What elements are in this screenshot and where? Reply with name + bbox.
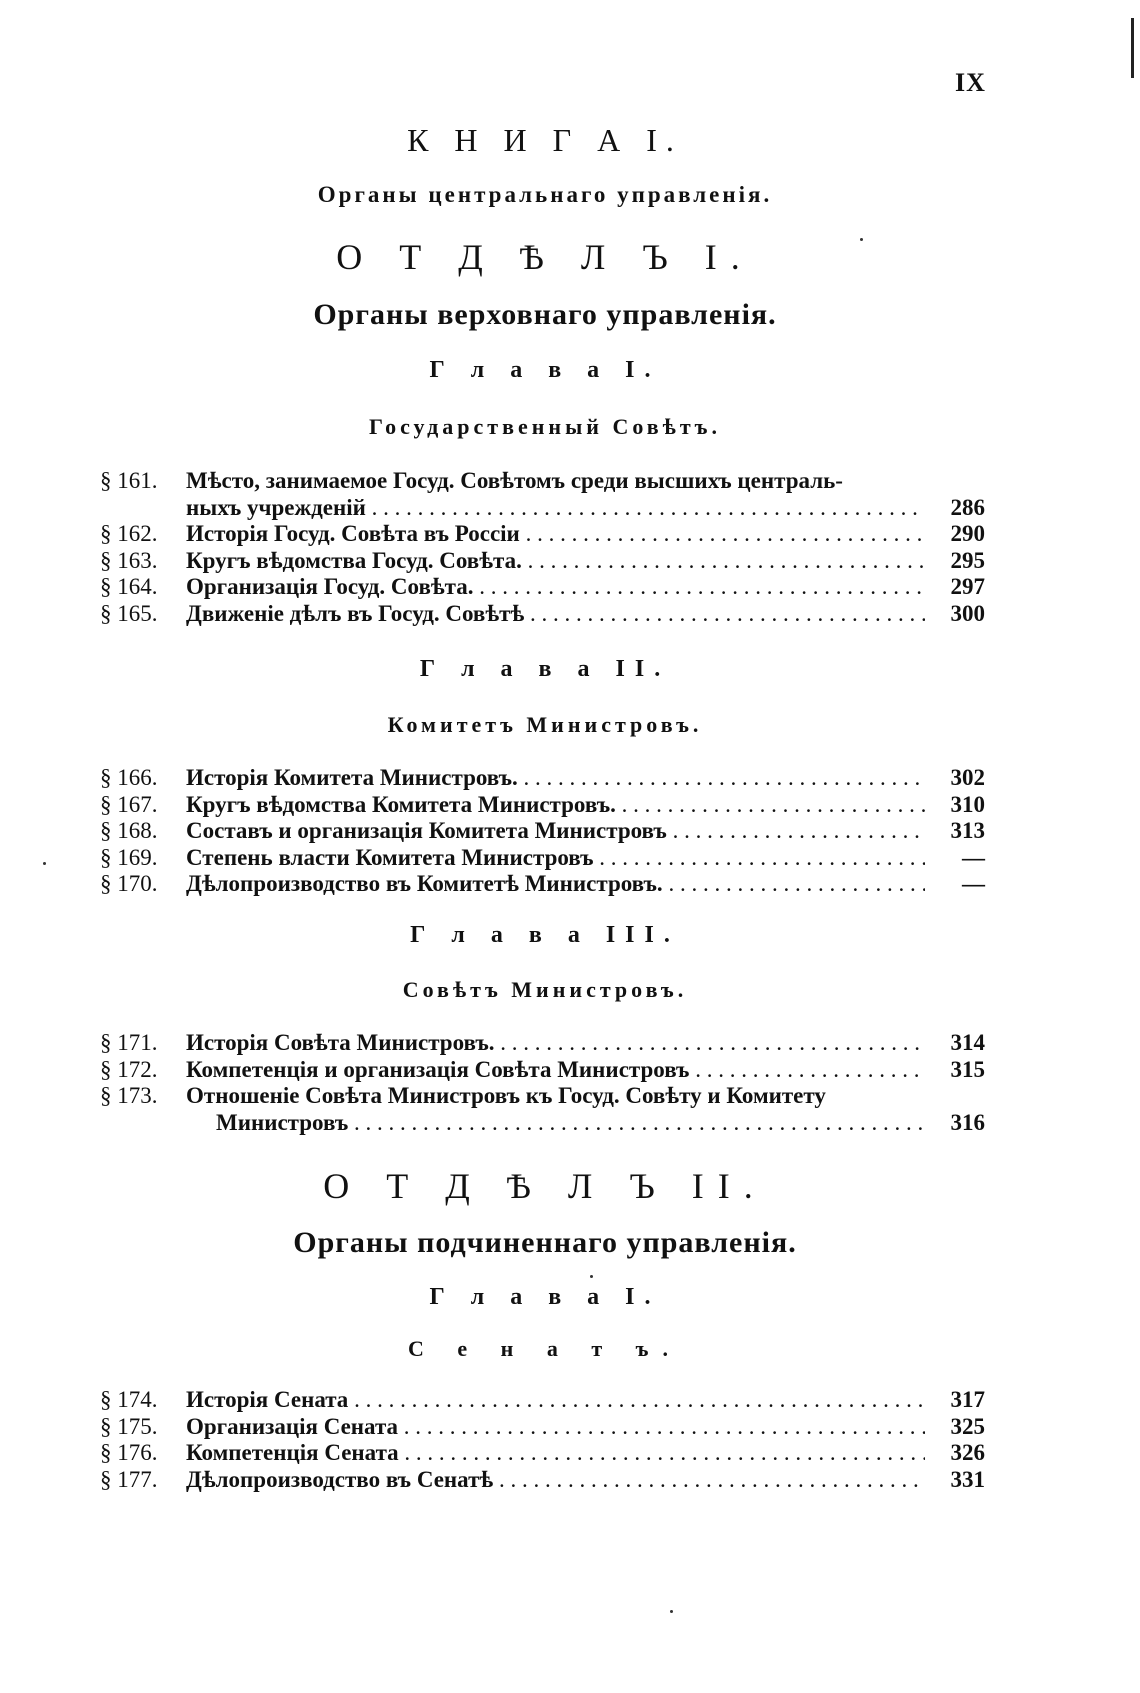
chapter-subtitle: С е н а т ъ.	[408, 1336, 682, 1361]
toc-list	[100, 1387, 985, 1493]
toc-entry[interactable]	[100, 1057, 985, 1084]
section-number: § 163.	[100, 547, 158, 573]
entry-title: Исторія Сената . . .	[186, 1387, 925, 1414]
section-number: § 173.	[100, 1083, 158, 1108]
section-number: § 170.	[100, 871, 158, 896]
section-number: § 162.	[100, 521, 158, 546]
book-title: К Н И Г А I.	[407, 122, 683, 158]
chapter-subtitle: Государственный Совѣтъ.	[369, 414, 721, 439]
toc-list	[100, 1030, 985, 1136]
chapter-heading: Г л а в а I.	[429, 357, 661, 383]
section-number: § 167.	[100, 791, 158, 817]
page-reference: 310	[950, 791, 985, 817]
section-number: § 171.	[100, 1030, 158, 1055]
section-number: § 177.	[100, 1466, 158, 1492]
toc-entry[interactable]	[100, 468, 985, 521]
page-reference: —	[962, 844, 985, 870]
section-number: § 176.	[100, 1440, 158, 1465]
entry-title: Отношеніе Совѣта Министровъ къ Госуд. Совѣту и Комитету	[186, 1083, 826, 1108]
page-reference: 295	[950, 547, 985, 573]
section-number: § 174.	[100, 1387, 158, 1412]
section-number: § 164.	[100, 574, 158, 599]
toc-entry[interactable]	[100, 521, 985, 548]
entry-title: Дѣлопроизводство въ Комитетѣ Министровъ. . . .	[186, 871, 925, 898]
entry-title: Организація Сената . . .	[186, 1414, 925, 1441]
page-reference: 286	[950, 494, 985, 520]
entry-title: Исторія Комитета Министровъ. . . .	[186, 765, 925, 792]
toc-entry[interactable]	[100, 1387, 985, 1414]
toc-entry[interactable]	[100, 1440, 985, 1467]
toc-entry[interactable]	[100, 548, 985, 575]
page-reference: 316	[950, 1109, 985, 1135]
toc-entry[interactable]	[100, 871, 985, 898]
page-reference: 297	[950, 574, 985, 599]
section-number: § 161.	[100, 468, 158, 493]
section-number: § 169.	[100, 844, 158, 870]
page-reference: 313	[950, 818, 985, 843]
toc-list	[100, 468, 985, 627]
scan-edge-mark	[1131, 18, 1134, 78]
toc-entry[interactable]	[100, 1467, 985, 1494]
section-number: § 168.	[100, 818, 158, 843]
part-title: О Т Д Ѣ Л Ъ I.	[336, 237, 754, 277]
page-reference: 325	[950, 1413, 985, 1439]
chapter-subtitle: Комитетъ Министровъ.	[387, 712, 703, 737]
toc-entry[interactable]	[100, 1083, 985, 1136]
part-subtitle: Органы верховнаго управленія.	[313, 298, 777, 331]
toc-entry[interactable]	[100, 1414, 985, 1441]
chapter-heading: Г л а в а II.	[419, 656, 671, 682]
scan-speck	[43, 862, 46, 865]
toc-entry[interactable]	[100, 818, 985, 845]
page-reference: 331	[950, 1466, 985, 1492]
toc-entry[interactable]	[100, 1030, 985, 1057]
chapter-subtitle: Совѣтъ Министровъ.	[402, 977, 688, 1002]
toc-entry[interactable]	[100, 845, 985, 872]
page-reference: 326	[950, 1440, 985, 1465]
page-number: IX	[955, 68, 986, 97]
toc-entry[interactable]	[100, 765, 985, 792]
chapter-heading: Г л а в а III.	[410, 922, 680, 948]
section-number: § 165.	[100, 600, 158, 626]
page-reference: 315	[950, 1056, 985, 1082]
chapter-heading: Г л а в а I.	[429, 1284, 661, 1310]
entry-title: Компетенція и организація Совѣта Министровъ . . .	[186, 1057, 925, 1084]
entry-title: Мѣсто, занимаемое Госуд. Совѣтомъ среди высшихъ централь-	[186, 468, 843, 493]
entry-title: Составъ и организація Комитета Министровъ . . .	[186, 818, 925, 845]
entry-title-continuation: Министровъ . . .	[216, 1110, 925, 1137]
entry-title: Степень власти Комитета Министровъ . . .	[186, 845, 925, 872]
entry-title: Кругъ вѣдомства Комитета Министровъ. . . .	[186, 792, 925, 819]
book-subtitle: Органы центральнаго управленія.	[317, 182, 773, 207]
entry-title: Кругъ вѣдомства Госуд. Совѣта. . . .	[186, 548, 925, 575]
scan-speck	[670, 1610, 673, 1613]
entry-title: Движеніе дѣлъ въ Госуд. Совѣтѣ . . .	[186, 601, 925, 628]
page-reference: —	[962, 871, 985, 896]
section-number: § 172.	[100, 1056, 158, 1082]
entry-title: Компетенція Сената . . .	[186, 1440, 925, 1467]
page-reference: 300	[950, 600, 985, 626]
page-reference: 302	[950, 765, 985, 790]
entry-title: Дѣлопроизводство въ Сенатѣ . . .	[186, 1467, 925, 1494]
section-number: § 175.	[100, 1413, 158, 1439]
toc-entry[interactable]	[100, 792, 985, 819]
section-number: § 166.	[100, 765, 158, 790]
toc-entry[interactable]	[100, 601, 985, 628]
page-reference: 314	[950, 1030, 985, 1055]
page-reference: 317	[950, 1387, 985, 1412]
entry-title: Организація Госуд. Совѣта. . . .	[186, 574, 925, 601]
entry-title: Исторія Госуд. Совѣта въ Россіи . . .	[186, 521, 925, 548]
toc-list	[100, 765, 985, 898]
scan-speck	[590, 1275, 593, 1278]
part-subtitle: Органы подчиненнаго управленія.	[293, 1226, 797, 1259]
part-title: О Т Д Ѣ Л Ъ II.	[323, 1166, 767, 1206]
entry-title: Исторія Совѣта Министровъ. . . .	[186, 1030, 925, 1057]
entry-title-continuation: ныхъ учрежденій . . .	[186, 495, 925, 522]
page-reference: 290	[950, 521, 985, 546]
toc-entry[interactable]	[100, 574, 985, 601]
